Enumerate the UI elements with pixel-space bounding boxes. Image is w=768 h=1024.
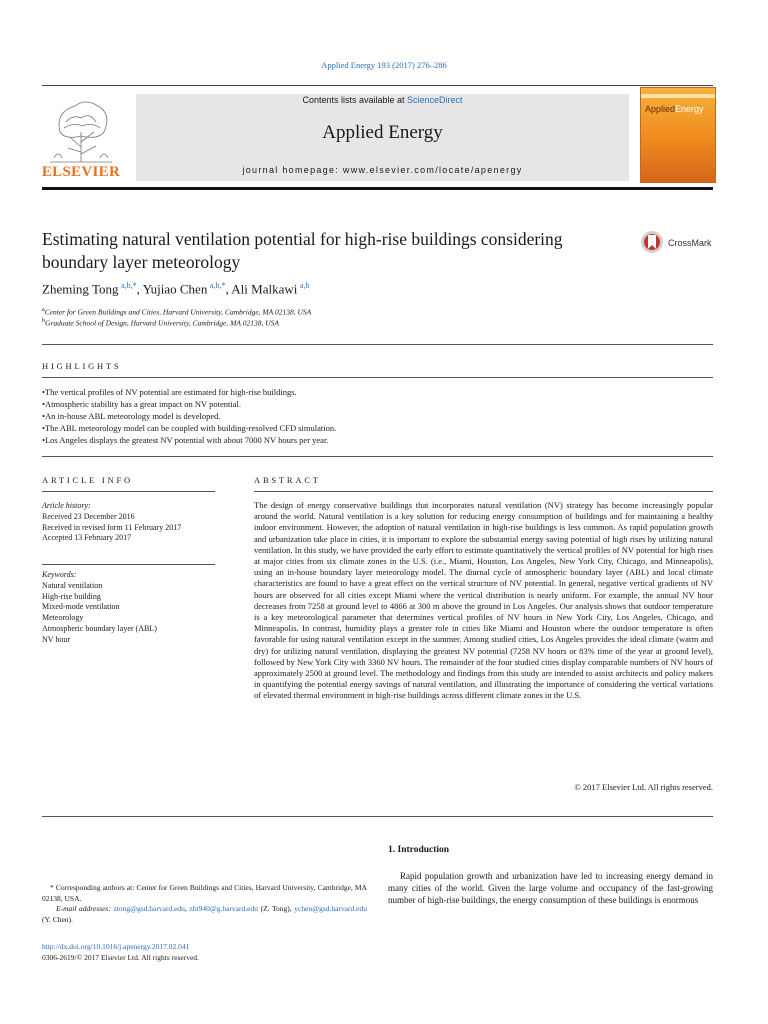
history-entry: Accepted 13 February 2017 — [42, 533, 132, 543]
history-entry: Received in revised form 11 February 2017 — [42, 522, 182, 532]
affiliation-sup: a — [42, 307, 45, 313]
highlights-list — [42, 386, 713, 446]
elsevier-wordmark[interactable]: ELSEVIER — [41, 164, 121, 180]
affiliation-text: Graduate School of Design, Harvard University, Cambridge, MA 02138, USA — [45, 318, 279, 328]
history-label: Article history: — [42, 501, 91, 510]
cover-strip — [641, 94, 715, 98]
journal-name: Applied Energy — [322, 122, 443, 143]
author-list: Zheming Tong $^{a,b,*}$, Yujiao Chen $^{a,b,*}$, Ali Malkawi $^{a,b}$ — [42, 281, 310, 297]
article-info-rule — [42, 491, 215, 492]
abstract-rule — [254, 491, 713, 492]
highlight-item: • An in-house ABL meteorology model is developed. — [42, 410, 713, 422]
cover-title-a: Applied — [645, 104, 676, 114]
introduction-heading: 1. Introduction — [388, 845, 450, 855]
contents-line — [136, 95, 629, 105]
highlight-item: • Atmospheric stability has a great impact on NV potential. — [42, 398, 713, 410]
contents-prefix: Contents lists available at — [302, 95, 408, 105]
author-name[interactable]: Ali Malkawi — [231, 281, 298, 297]
journal-cover-image[interactable] — [640, 87, 716, 183]
author-name[interactable]: Zheming Tong — [42, 281, 119, 297]
keyword: Natural ventilation — [42, 580, 103, 590]
cover-title-b: Energy — [675, 104, 704, 114]
affiliation-sup: b — [42, 318, 45, 324]
email-owner: (Y. Chen). — [42, 914, 73, 924]
header-rule-thick — [42, 187, 713, 190]
section-rule — [42, 377, 713, 378]
article-info-heading: ARTICLE INFO — [42, 475, 133, 485]
email-link[interactable]: ychen@gsd.harvard.edu — [294, 904, 368, 913]
corresponding-footnote — [42, 883, 367, 925]
keyword: Meteorology — [42, 613, 84, 623]
section-rule — [42, 816, 713, 817]
doi-block — [42, 942, 199, 963]
author-affil-sup[interactable]: a,b — [299, 281, 310, 290]
email-line: E-mail addresses: ztong@gsd.harvard.edu, zht940@g.harvard.edu (Z. Tong), ychen@gsd.harvard.edu (Y. Chen). — [42, 904, 368, 924]
keyword: Mixed-mode ventilation — [42, 602, 120, 612]
corresponding-text: * Corresponding authors at: Center for Green Buildings and Cities, Harvard University, Cambridge, MA 02138, USA. — [42, 883, 367, 903]
author-name[interactable]: Yujiao Chen — [142, 281, 208, 297]
highlights-heading: HIGHLIGHTS — [42, 361, 122, 371]
article-info-rule — [42, 564, 215, 565]
affiliation — [42, 307, 311, 317]
affiliation — [42, 318, 279, 328]
email-link[interactable]: zht940@g.harvard.edu — [189, 904, 258, 913]
author-affil-sup[interactable]: a,b,* — [209, 281, 226, 290]
doi-link[interactable]: http://dx.doi.org/10.1016/j.apenergy.2017.02.041 — [42, 942, 190, 951]
section-rule — [42, 344, 713, 345]
section-rule — [42, 456, 713, 457]
email-owner: (Z. Tong), — [260, 904, 292, 913]
crossmark-label[interactable]: CrossMark — [668, 238, 712, 248]
journal-homepage[interactable]: journal homepage: www.elsevier.com/locate/apenergy — [242, 165, 523, 175]
author-affil-sup[interactable]: a,b,* — [121, 281, 137, 290]
abstract-heading: ABSTRACT — [254, 475, 321, 485]
citation-link[interactable]: Applied Energy 193 (2017) 276–286 — [321, 60, 447, 70]
header-rule — [42, 85, 713, 86]
keyword: High-rise building — [42, 591, 101, 601]
highlight-item: • The vertical profiles of NV potential are estimated for high-rise buildings. — [42, 386, 713, 398]
keywords-label: Keywords: — [42, 570, 77, 579]
keyword: Atmospheric boundary layer (ABL) — [42, 623, 157, 633]
keywords-block — [42, 570, 217, 646]
article-history — [42, 501, 217, 544]
issn-line: 0306-2619/© 2017 Elsevier Ltd. All rights reserved. — [42, 952, 199, 962]
abstract-text: The design of energy conservative buildings that incorporates natural ventilation (NV) strategy has become increasingly popular around the world. Natural ventilation is a key solution for reducing energy consumption of buildings and for maintaining a healthy indoor environment. However, the adoption of natural ventilation in high-rise buildings is less common. As rapid population growth and urbanization take place in cities, it is important to explore the substantial energy saving potential of high rises by utilizing natural ventilation. In this study, we have provided the early effort to estimate quantitatively the vertical profiles of NV potential for high rises at major cities from six climate zones in the U.S. (i.e., Miami, Houston, Los Angeles, New York City, Chicago, and Minneapolis), using an in-house boundary layer meteorology model. The diurnal cycle of atmospheric boundary layer (ABL) and local climate characteristics are found to have a great effect on the vertical structure of NV potential. In general, negative vertical gradients of NV hours are observed for all cities except Miami where the vertical distribution is nearly uniform. For example, the annual NV hour decreases from 7258 at ground level to 4866 at 300 m above the ground in Los Angeles. Our analysis shows that outdoor temperature is a key meteorological parameter that determines vertical profiles of NV hours in New York City, Los Angeles, Chicago, and Minneapolis. In contrast, humidity plays a greater role in cities like Miami and Houston where the outdoor temperature is often favorable for using natural ventilation except in the summer. Among studied cities, Los Angeles provides the ideal climate (warm and dry) for utilizing natural ventilation, displaying the greatest NV potential (7258 NV hours or 83% time of the year at ground level), followed by New York City with 3360 NV hours. The remainder of the four studied cities display comparable numbers of NV hours of approximately 2500 at ground level. The methodology and findings from this study are intended to assist architects and policy makers in quantifying the potential energy savings of natural ventilation, and illustrating the importance of considering the vertical variations of elevated thermal environment in high-rise buildings across different climate zones in the U.S. — [254, 500, 713, 701]
email-link[interactable]: ztong@gsd.harvard.edu — [113, 904, 185, 913]
affiliation-text: Center for Green Buildings and Cities, Harvard University, Cambridge, MA 02138, USA — [44, 307, 312, 317]
history-entry: Received 23 December 2016 — [42, 511, 135, 521]
introduction-text: Rapid population growth and urbanization have led to increasing energy demand in many cities of the world. Given the large volume and occupancy of the fast-growing number of high-rise buildings, the energy consumption of these buildings is enormous — [388, 871, 713, 906]
keyword: NV hour — [42, 634, 71, 644]
highlight-item: • Los Angeles displays the greatest NV potential with about 7000 NV hours per year. — [42, 434, 713, 446]
highlight-item: • The ABL meteorology model can be coupled with building-resolved CFD simulation. — [42, 422, 713, 434]
journal-citation[interactable] — [0, 60, 768, 70]
keyword-list — [42, 581, 217, 646]
email-label: E-mail addresses: — [56, 904, 111, 913]
abstract-copyright: © 2017 Elsevier Ltd. All rights reserved. — [574, 782, 713, 792]
cover-title — [645, 104, 704, 114]
sciencedirect-link[interactable]: ScienceDirect — [407, 95, 463, 105]
article-title: Estimating natural ventilation potential for high-rise buildings considering boundary layer meteorology — [42, 229, 563, 272]
